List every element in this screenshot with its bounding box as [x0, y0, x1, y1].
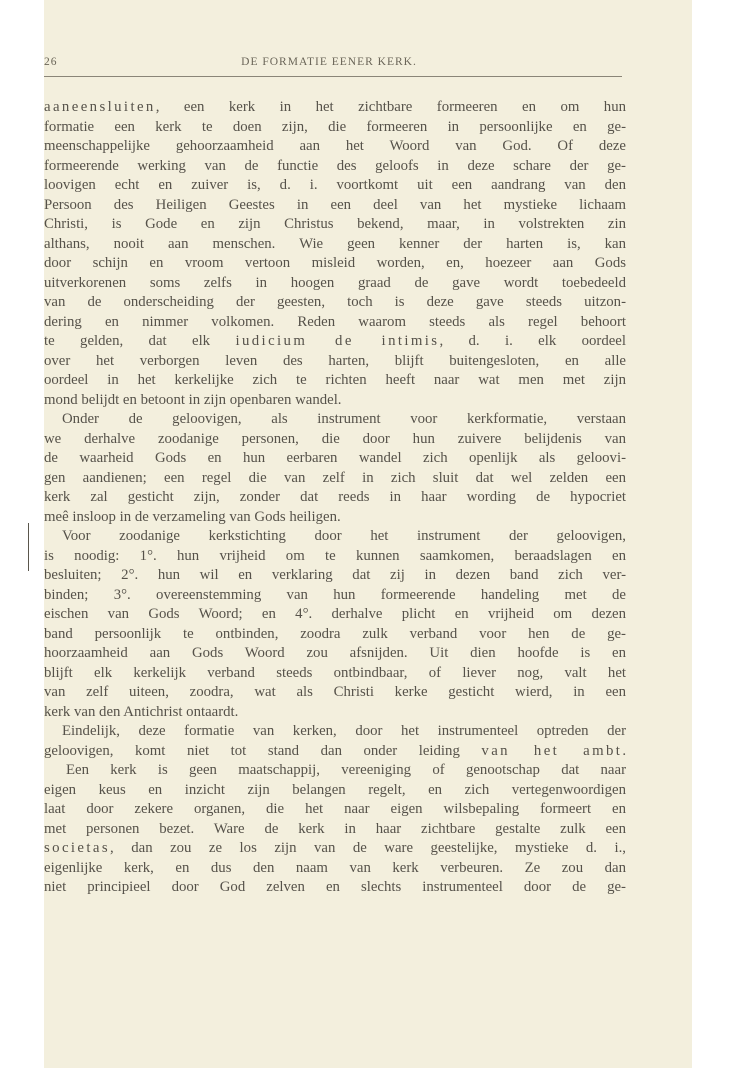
text-line: gen aandienen; een regel die van zelf in zich sluit dat wel zelden een: [44, 469, 626, 486]
text-line: van de onderscheiding der geesten, toch is deze gave steeds uitzon-: [44, 294, 626, 310]
text-line: Een kerk is geen maatschappij, vereeniging of genootschap dat naar: [66, 762, 626, 778]
margin-pencil-mark: [28, 523, 29, 571]
text-line: we derhalve zoodanige personen, die door hun zuivere belijdenis van: [44, 430, 626, 447]
text-line: Persoon des Heiligen Geestes in een deel van het mystieke lichaam: [44, 196, 626, 213]
text-line: niet principieel door God zelven en slechts instrumenteel door de ge-: [44, 879, 626, 895]
text-line: aaneensluiten, een kerk in het zichtbare formeeren en om hun: [44, 99, 626, 115]
text-line: societas, dan zou ze los zijn van de ware geestelijke, mystieke d. i.,: [44, 840, 626, 856]
text-line: besluiten; 2°. hun wil en verklaring dat zij in dezen band zich ver-: [44, 567, 626, 583]
text-line: meenschappelijke gehoorzaamheid aan het Woord van God. Of deze: [44, 138, 626, 154]
text-line: oordeel in het kerkelijke zich te richten heeft naar wat men met zijn: [44, 372, 626, 388]
text-line: meê insloop in de verzameling van Gods heiligen.: [44, 508, 341, 525]
text-line: te gelden, dat elk iudicium de intimis, d. i. elk oordeel: [44, 333, 626, 349]
running-title: DE FORMATIE EENER KERK.: [241, 56, 417, 68]
text-line: Onder de geloovigen, als instrument voor kerkformatie, verstaan: [62, 411, 626, 427]
text-line: is noodig: 1°. hun vrijheid om te kunnen saamkomen, beraadslagen en: [44, 547, 626, 564]
text-line: eischen van Gods Woord; en 4°. derhalve plicht en vrijheid om dezen: [44, 606, 626, 622]
text-line: geloovigen, komt niet tot stand dan onder leiding van het ambt.: [44, 742, 626, 759]
text-line: kerk zal gesticht zijn, zonder dat reeds in haar wording de hypocriet: [44, 489, 626, 505]
running-header: [44, 52, 614, 74]
text-line: over het verborgen leven des harten, blijft buitengesloten, en alle: [44, 352, 626, 369]
text-line: hoorzaamheid aan Gods Woord zou afsnijden. Uit dien hoofde is en: [44, 645, 626, 661]
text-line: Eindelijk, deze formatie van kerken, door het instrumenteel optreden der: [62, 723, 626, 739]
text-line: kerk van den Antichrist ontaardt.: [44, 703, 239, 720]
text-line: mond belijdt en betoont in zijn openbaren wandel.: [44, 391, 342, 408]
text-line: binden; 3°. overeenstemming van hun formeerende handeling met de: [44, 586, 626, 603]
text-line: laat door zekere organen, die het naar eigen wilsbepaling formeert en: [44, 801, 626, 817]
text-line: eigenlijke kerk, en dus den naam van kerk verbeuren. Ze zou dan: [44, 859, 626, 876]
text-line: Christi, is Gode en zijn Christus bekend, maar, in volstrekten zin: [44, 216, 626, 232]
text-line: dering en nimmer volkomen. Reden waarom steeds als regel behoort: [44, 313, 626, 330]
text-line: althans, nooit aan menschen. Wie geen kenner der harten is, kan: [44, 235, 626, 252]
spaced-latin-word: societas: [44, 840, 111, 856]
body-text: [44, 98, 626, 898]
spaced-phrase: van het ambt: [481, 742, 623, 759]
text-line: de waarheid Gods en hun eerbaren wandel zich openlijk als geloovi-: [44, 450, 626, 466]
text-line: band persoonlijk te ontbinden, zoodra zulk verband voor hen de ge-: [44, 625, 626, 642]
text-line: eigen keus en inzicht zijn belangen regelt, en zich vertegenwoordigen: [44, 781, 626, 798]
text-line: formatie een kerk te doen zijn, die formeeren in persoonlijke en ge-: [44, 118, 626, 135]
text-line: uitverkorenen soms zelfs in hoogen graad de gave wordt toebedeeld: [44, 274, 626, 291]
text-line: met personen bezet. Ware de kerk in haar zichtbare gestalte zulk een: [44, 820, 626, 837]
page-number: 26: [44, 56, 58, 68]
header-rule: [44, 76, 622, 77]
text-line: Voor zoodanige kerkstichting door het instrument der geloovigen,: [62, 528, 626, 544]
text-line: van zelf uiteen, zoodra, wat als Christi kerke gesticht wierd, in een: [44, 684, 626, 700]
text-line: loovigen echt en zuiver is, d. i. voortkomt uit een aandrang van den: [44, 177, 626, 193]
text-line: door schijn en vroom vertoon misleid worden, en, hoezeer aan Gods: [44, 255, 626, 271]
text-line: blijft elk kerkelijk verband steeds ontbindbaar, of liever nog, valt het: [44, 664, 626, 681]
spaced-latin-phrase: iudicium de intimis: [235, 333, 440, 349]
text-line: formeerende werking van de functie des geloofs in deze schare der ge-: [44, 157, 626, 174]
